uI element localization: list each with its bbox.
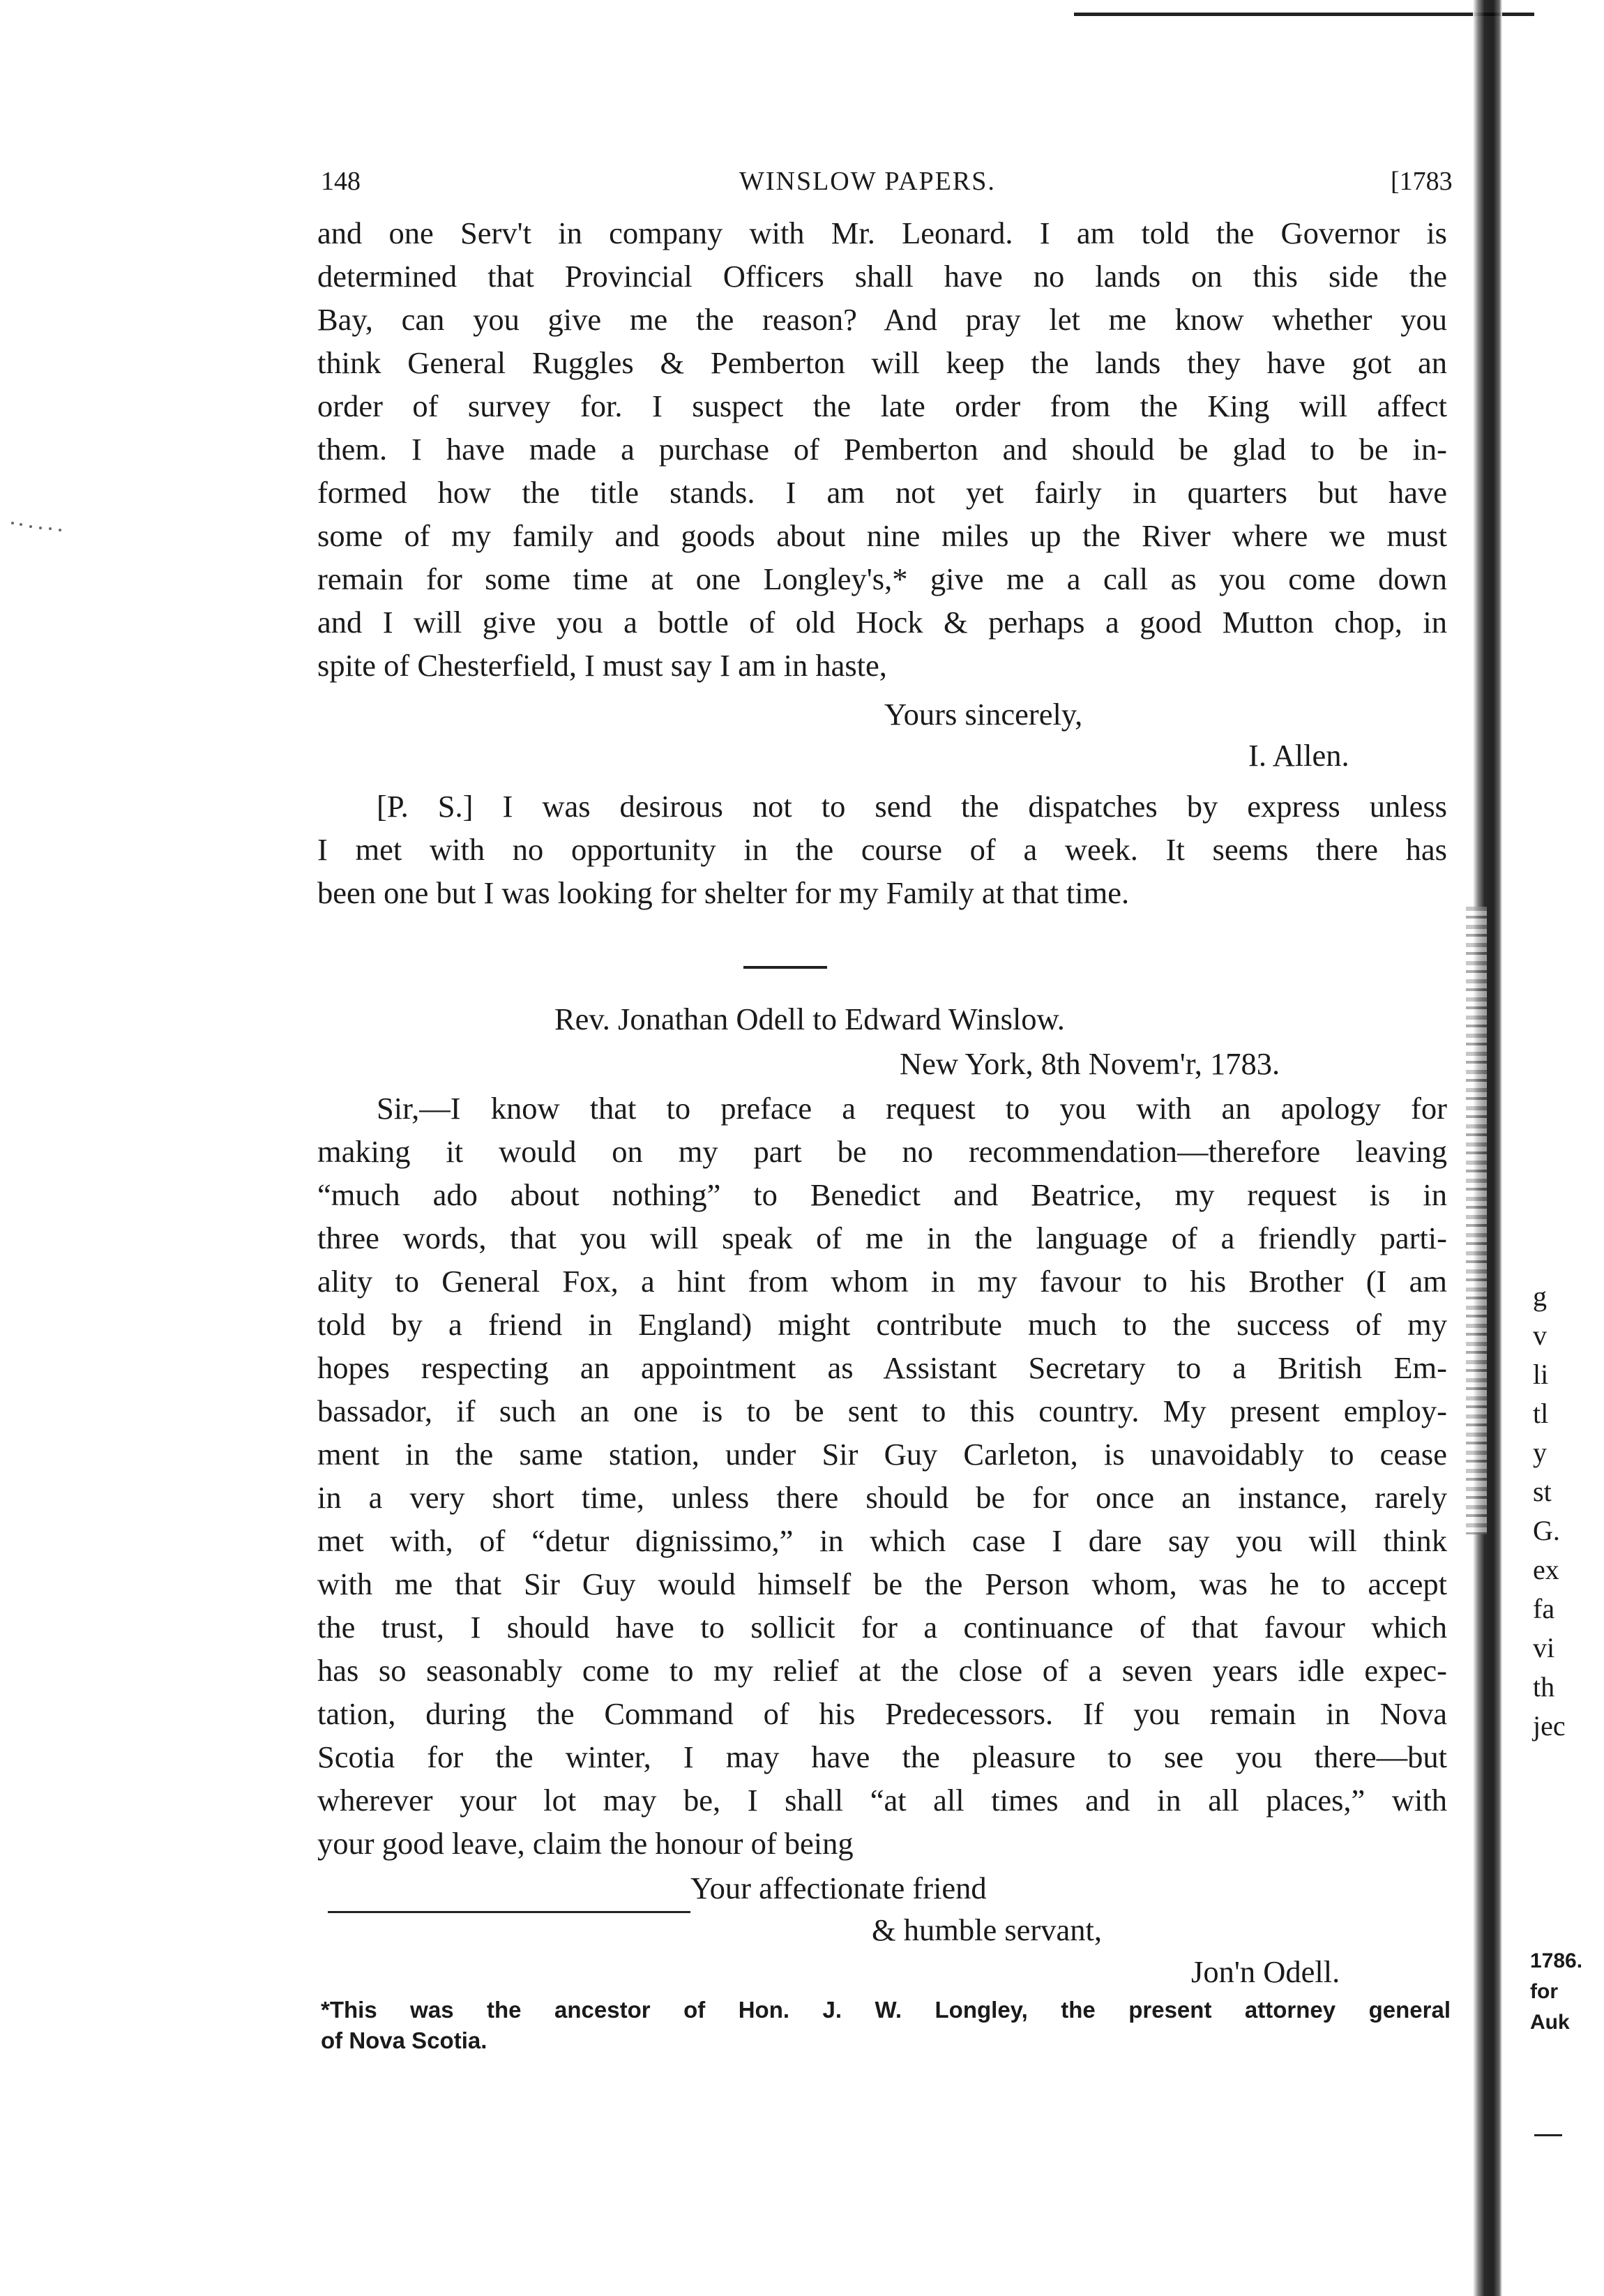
margin-fragment: G. <box>1533 1515 1560 1546</box>
margin-fragment-bottom: Auk <box>1530 2011 1570 2034</box>
text-line: determined that Provincial Officers shall have no lands on this side the <box>317 259 1447 294</box>
letter1-body <box>317 211 1447 687</box>
margin-fragment: v <box>1533 1320 1547 1351</box>
letter1-postscript <box>317 785 1447 914</box>
text-line: some of my family and goods about nine miles up the River where we must <box>317 518 1447 553</box>
spine-speckle <box>1466 907 1487 1534</box>
text-line: tation, during the Command of his Predecessors. If you remain in Nova <box>317 1696 1447 1731</box>
page-number: 148 <box>321 167 361 196</box>
letter2-closing-1: Your affectionate friend <box>690 1871 987 1905</box>
running-year: [1783 <box>1391 167 1453 196</box>
text-line: and one Serv't in company with Mr. Leonard. I am told the Governor is <box>317 216 1447 250</box>
margin-fragment: jec <box>1533 1710 1566 1742</box>
text-line: and I will give you a bottle of old Hock & perhaps a good Mutton chop, in <box>317 605 1447 640</box>
letter2-dateline: New York, 8th Novem'r, 1783. <box>900 1046 1280 1081</box>
text-line: in a very short time, unless there should be for once an instance, rarely <box>317 1480 1447 1515</box>
margin-fragment: tl <box>1533 1398 1549 1429</box>
text-line: “much ado about nothing” to Benedict and Beatrice, my request is in <box>317 1177 1447 1212</box>
text-line: bassador, if such an one is to be sent to this country. My present employ- <box>317 1394 1447 1428</box>
running-title: WINSLOW PAPERS. <box>739 167 996 196</box>
text-line: Bay, can you give me the reason? And pray let me know whether you <box>317 302 1447 337</box>
letter1-closing: Yours sincerely, <box>884 697 1083 732</box>
margin-dash <box>1534 2134 1562 2136</box>
margin-fragment: g <box>1533 1281 1547 1312</box>
text-line: order of survey for. I suspect the late order from the King will affect <box>317 388 1447 423</box>
letter2-heading: Rev. Jonathan Odell to Edward Winslow. <box>554 1002 1065 1036</box>
text-line: ality to General Fox, a hint from whom in my favour to his Brother (I am <box>317 1264 1447 1299</box>
letter2-signature: Jon'n Odell. <box>1191 1954 1340 1989</box>
text-line: hopes respecting an appointment as Assistant Secretary to a British Em- <box>317 1350 1447 1385</box>
margin-fragment: st <box>1533 1476 1552 1507</box>
scan-dots-left <box>7 516 70 537</box>
scan-top-rule <box>1074 13 1534 16</box>
margin-fragment: vi <box>1533 1632 1555 1663</box>
text-line: three words, that you will speak of me in the language of a friendly parti- <box>317 1221 1447 1255</box>
text-line: Sir,—I know that to preface a request to you with an apology for <box>377 1091 1447 1126</box>
text-line: your good leave, claim the honour of being <box>317 1826 854 1861</box>
text-line: the trust, I should have to sollicit for a continuance of that favour which <box>317 1610 1447 1645</box>
margin-fragment: li <box>1533 1359 1549 1390</box>
letter2-closing-2: & humble servant, <box>872 1912 1102 1947</box>
footnote-line: *This was the ancestor of Hon. J. W. Longley, the present attorney general <box>321 1997 1451 2023</box>
text-line: has so seasonably come to my relief at the close of a seven years idle expec- <box>317 1653 1447 1688</box>
margin-fragment-bottom: 1786. <box>1530 1949 1583 1972</box>
margin-fragment-bottom: for <box>1530 1980 1558 2003</box>
text-line: ment in the same station, under Sir Guy Carleton, is unavoidably to cease <box>317 1437 1447 1472</box>
text-line: Scotia for the winter, I may have the pleasure to see you there—but <box>317 1739 1447 1774</box>
margin-fragment: th <box>1533 1671 1555 1702</box>
text-line: wherever your lot may be, I shall “at all times and in all places,” with <box>317 1783 1447 1818</box>
letter2-body <box>317 1087 1447 1865</box>
text-line: them. I have made a purchase of Pemberton and should be glad to be in- <box>317 432 1447 467</box>
section-divider <box>743 966 827 969</box>
text-line: been one but I was looking for shelter for my Family at that time. <box>317 875 1130 910</box>
text-line: making it would on my part be no recommendation—therefore leaving <box>317 1134 1447 1169</box>
text-line: remain for some time at one Longley's,* give me a call as you come down <box>317 561 1447 596</box>
text-line: with me that Sir Guy would himself be the Person whom, was he to accept <box>317 1566 1447 1601</box>
text-line: [P. S.] I was desirous not to send the dispatches by express unless <box>377 789 1447 824</box>
text-line: met with, of “detur dignissimo,” in which case I dare say you will think <box>317 1523 1447 1558</box>
footnote-line: of Nova Scotia. <box>321 2027 487 2053</box>
text-line: formed how the title stands. I am not yet fairly in quarters but have <box>317 475 1447 510</box>
letter1-signature: I. Allen. <box>1248 738 1349 773</box>
margin-fragment: y <box>1533 1437 1547 1468</box>
margin-fragment: ex <box>1533 1554 1559 1585</box>
text-line: told by a friend in England) might contribute much to the success of my <box>317 1307 1447 1342</box>
margin-fragment: fa <box>1533 1593 1555 1624</box>
text-line: spite of Chesterfield, I must say I am in haste, <box>317 648 887 683</box>
footnote-rule <box>328 1911 690 1913</box>
text-line: I met with no opportunity in the course of a week. It seems there has <box>317 832 1447 867</box>
footnote <box>321 1995 1451 2056</box>
text-line: think General Ruggles & Pemberton will keep the lands they have got an <box>317 345 1447 380</box>
